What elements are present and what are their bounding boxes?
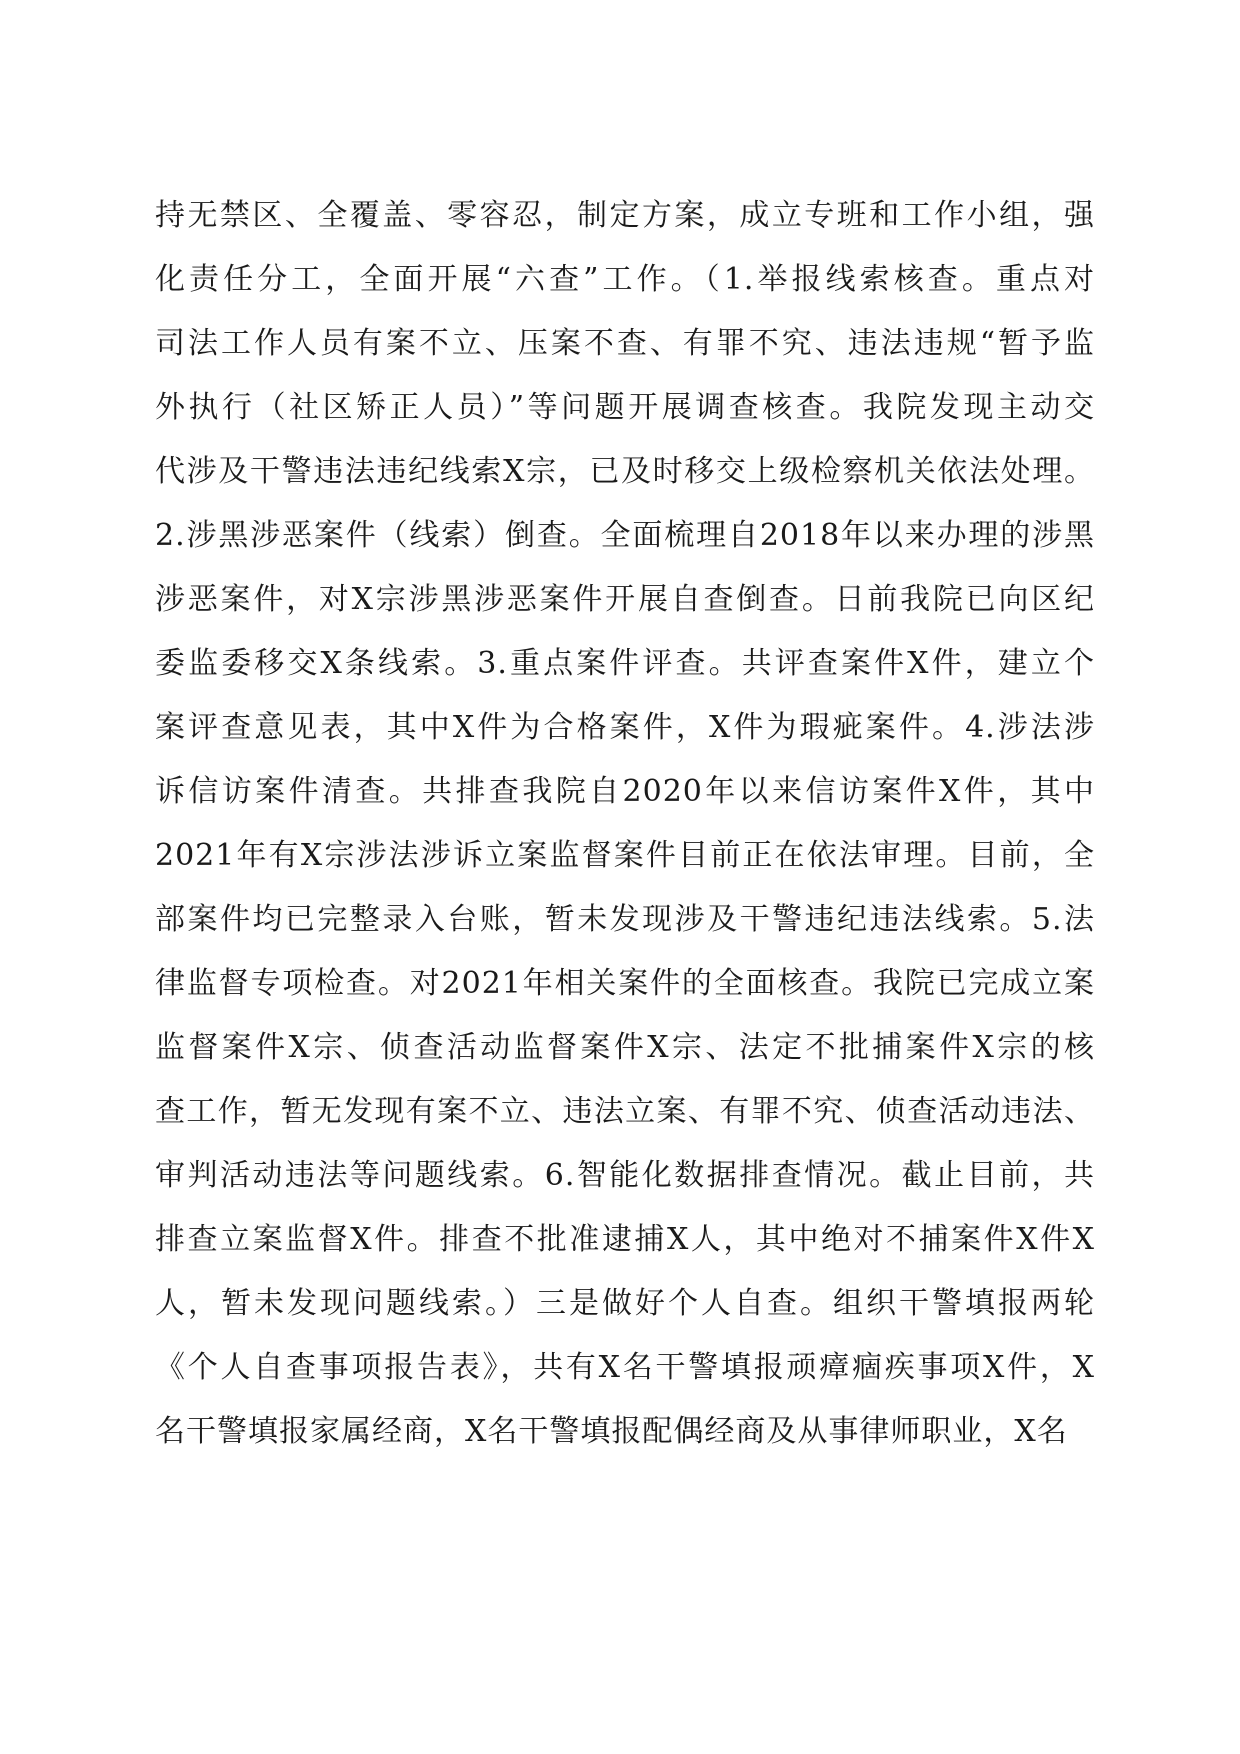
text-line: 化责任分工，全面开展“六查”工作。（1.举报线索核查。重点对 — [155, 262, 1095, 297]
text-line: 2.涉黑涉恶案件（线索）倒查。全面梳理自2018年以来办理的涉黑 — [155, 518, 1095, 553]
text-line: 律监督专项检查。对2021年相关案件的全面核查。我院已完成立案 — [155, 966, 1095, 1001]
text-line: 诉信访案件清查。共排查我院自2020年以来信访案件X件，其中 — [155, 774, 1095, 809]
text-line: 人，暂未发现问题线索。）三是做好个人自查。组织干警填报两轮 — [155, 1286, 1095, 1321]
text-line: 《个人自查事项报告表》，共有X名干警填报顽瘴痼疾事项X件，X — [155, 1350, 1095, 1385]
text-line: 司法工作人员有案不立、压案不查、有罪不究、违法违规“暂予监 — [155, 326, 1095, 361]
text-line: 监督案件X宗、侦查活动监督案件X宗、法定不批捕案件X宗的核 — [155, 1030, 1095, 1065]
text-line: 排查立案监督X件。排查不批准逮捕X人，其中绝对不捕案件X件X — [155, 1222, 1095, 1257]
text-line: 案评查意见表，其中X件为合格案件，X件为瑕疵案件。4.涉法涉 — [155, 710, 1095, 745]
text-line: 委监委移交X条线索。3.重点案件评查。共评查案件X件，建立个 — [155, 646, 1095, 681]
body-paragraph — [155, 184, 1095, 1464]
text-line: 审判活动违法等问题线索。6.智能化数据排查情况。截止目前，共 — [155, 1158, 1095, 1193]
text-line: 持无禁区、全覆盖、零容忍，制定方案，成立专班和工作小组，强 — [155, 198, 1095, 233]
text-line: 名干警填报家属经商，X名干警填报配偶经商及从事律师职业，X名 — [155, 1414, 1068, 1449]
text-line: 外执行（社区矫正人员）”等问题开展调查核查。我院发现主动交 — [155, 390, 1095, 425]
text-line: 2021年有X宗涉法涉诉立案监督案件目前正在依法审理。目前，全 — [155, 838, 1095, 873]
text-line: 代涉及干警违法违纪线索X宗，已及时移交上级检察机关依法处理。 — [155, 454, 1095, 489]
text-line: 涉恶案件，对X宗涉黑涉恶案件开展自查倒查。日前我院已向区纪 — [155, 582, 1095, 617]
text-line: 部案件均已完整录入台账，暂未发现涉及干警违纪违法线索。5.法 — [155, 902, 1095, 937]
text-line: 查工作，暂无发现有案不立、违法立案、有罪不究、侦查活动违法、 — [155, 1094, 1095, 1129]
